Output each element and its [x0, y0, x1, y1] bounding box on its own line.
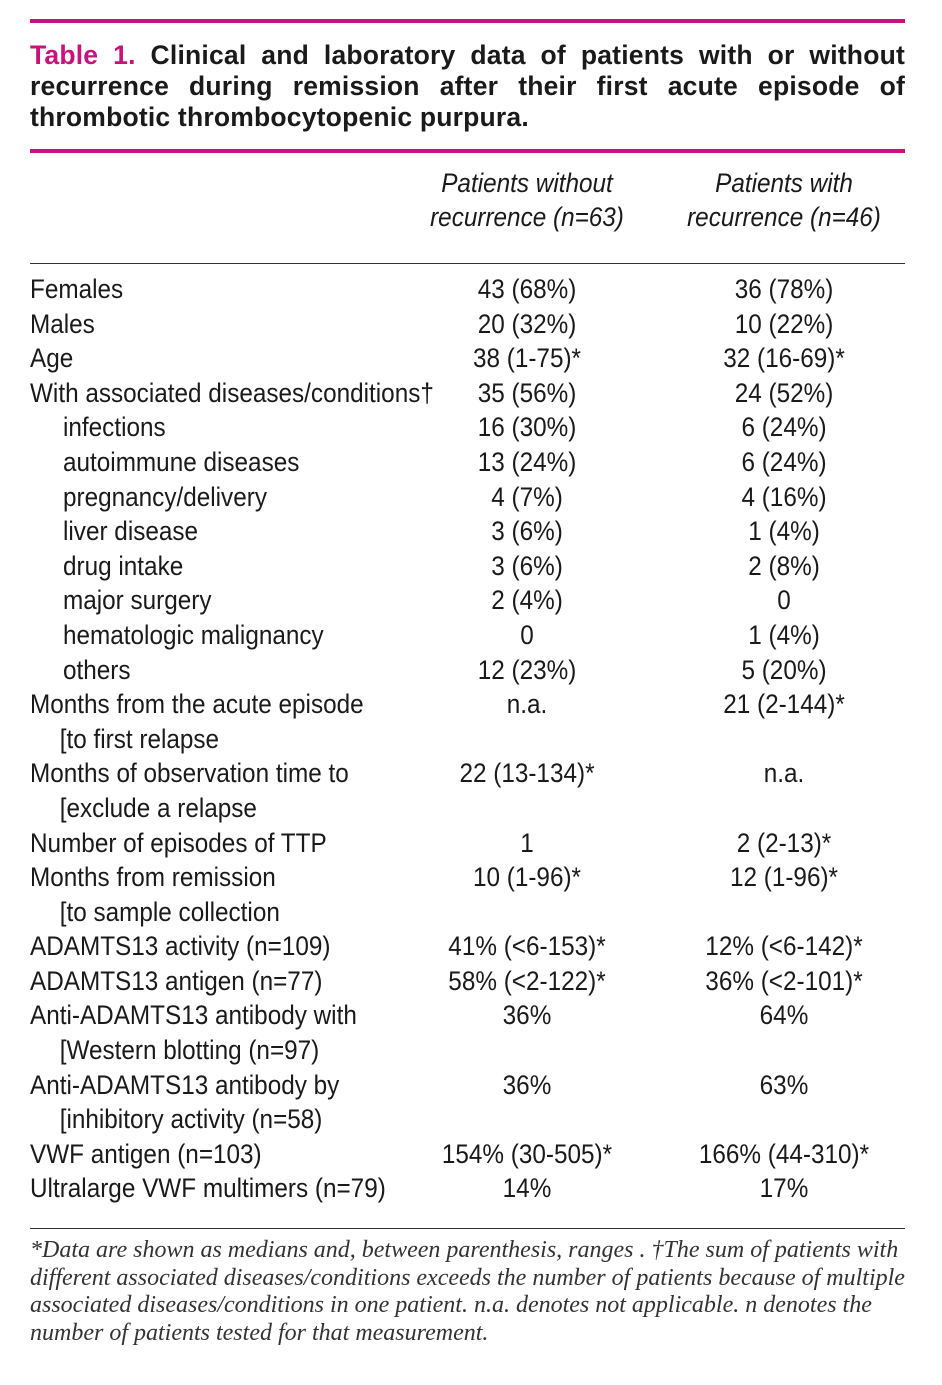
- row-label-continuation: [exclude a relapse: [59, 792, 257, 823]
- row-label: [30, 1137, 408, 1172]
- row-label-text: pregnancy/delivery: [63, 481, 267, 512]
- cell-with-recurrence: 63%: [759, 1069, 809, 1100]
- row-label-text: autoimmune diseases: [63, 446, 300, 477]
- row-label: [63, 583, 441, 618]
- table-row: [30, 687, 905, 756]
- cell-without-recurrence: 2 (4%): [491, 585, 563, 616]
- row-label-continuation: [Western blotting (n=97): [59, 1035, 320, 1066]
- cell-without-recurrence: 36%: [502, 1069, 552, 1100]
- row-label: [63, 549, 441, 584]
- row-label: [30, 272, 408, 307]
- cell-with-recurrence: 36 (78%): [734, 274, 834, 304]
- row-label: [63, 653, 441, 688]
- cell-with-recurrence: 6 (24%): [741, 446, 827, 477]
- table-caption: [30, 40, 905, 133]
- cell-without-recurrence: 38 (1-75)*: [472, 343, 582, 374]
- row-label-text: Ultralarge VWF multimers (n=79): [30, 1173, 386, 1204]
- row-label: [63, 514, 441, 549]
- cell-without-recurrence: 22 (13-134)*: [459, 758, 595, 789]
- cell-without-recurrence: 43 (68%): [477, 274, 577, 304]
- table-row: [30, 860, 905, 929]
- cell-without-recurrence: 0: [520, 619, 534, 650]
- row-label-continuation: [inhibitory activity (n=58): [59, 1104, 323, 1135]
- table-row: [30, 272, 905, 307]
- cell-without-recurrence: 4 (7%): [491, 481, 563, 512]
- cell-with-recurrence: 36% (<2-101)*: [705, 965, 863, 996]
- table-row: [30, 653, 905, 688]
- row-label: [30, 964, 408, 999]
- row-label: [30, 756, 408, 825]
- row-label-text: Anti-ADAMTS13 antibody by: [30, 1069, 340, 1100]
- table-row: [30, 929, 905, 964]
- cell-with-recurrence: 5 (20%): [741, 654, 827, 685]
- cell-without-recurrence: 13 (24%): [477, 446, 577, 477]
- cell-without-recurrence: 14%: [502, 1173, 552, 1204]
- table-row: [30, 480, 905, 515]
- cell-without-recurrence: 16 (30%): [477, 412, 577, 443]
- table-row: [30, 583, 905, 618]
- row-label-text: With associated diseases/conditions†: [30, 377, 434, 408]
- table-row: [30, 1068, 905, 1137]
- row-label: [30, 929, 408, 964]
- cell-without-recurrence: 41% (<6-153)*: [448, 931, 606, 962]
- cell-without-recurrence: 35 (56%): [477, 377, 577, 408]
- row-label-text: Males: [30, 308, 95, 339]
- row-label-text: VWF antigen (n=103): [30, 1138, 262, 1169]
- header-rule: [30, 263, 905, 264]
- cell-without-recurrence: 3 (6%): [491, 550, 563, 581]
- cell-with-recurrence: 17%: [759, 1173, 809, 1204]
- header-with-recurrence: Patients with recurrence (n=46): [687, 168, 881, 232]
- cell-with-recurrence: 32 (16-69)*: [723, 343, 845, 374]
- row-label-text: drug intake: [63, 550, 184, 581]
- cell-with-recurrence: 2 (2-13)*: [736, 827, 832, 858]
- row-label-text: Number of episodes of TTP: [30, 827, 327, 858]
- row-label: [63, 618, 441, 653]
- table-row: [30, 1137, 905, 1172]
- cell-with-recurrence: 2 (8%): [748, 550, 820, 581]
- row-label: [30, 307, 408, 342]
- row-label-text: Months of observation time to: [30, 758, 349, 789]
- cell-with-recurrence: 166% (44-310)*: [698, 1138, 870, 1169]
- row-label-text: Months from the acute episode: [30, 689, 364, 720]
- row-label-text: ADAMTS13 antigen (n=77): [30, 965, 323, 996]
- table-page: [30, 0, 905, 1385]
- table-row: [30, 445, 905, 480]
- row-label-continuation: [to first relapse: [59, 723, 220, 754]
- row-label: [63, 480, 441, 515]
- row-label: [63, 445, 441, 480]
- row-label: [30, 998, 408, 1067]
- cell-with-recurrence: 1 (4%): [748, 516, 820, 547]
- table-row: [30, 756, 905, 825]
- row-label: [30, 860, 408, 929]
- row-label-text: Females: [30, 274, 124, 304]
- table-row: [30, 514, 905, 549]
- cell-without-recurrence: n.a.: [506, 689, 548, 720]
- row-label: [30, 341, 408, 376]
- table-body: [30, 272, 905, 1206]
- row-label-text: others: [63, 654, 131, 685]
- cell-with-recurrence: 12 (1-96)*: [729, 862, 839, 893]
- cell-without-recurrence: 58% (<2-122)*: [448, 965, 606, 996]
- table-row: [30, 1171, 905, 1206]
- table-row: [30, 618, 905, 653]
- table-row: [30, 998, 905, 1067]
- cell-with-recurrence: 12% (<6-142)*: [705, 931, 863, 962]
- cell-with-recurrence: 21 (2-144)*: [723, 689, 845, 720]
- cell-without-recurrence: 10 (1-96)*: [472, 862, 582, 893]
- bottom-rule: [30, 1228, 905, 1229]
- table-row: [30, 376, 905, 411]
- row-label-text: ADAMTS13 activity (n=109): [30, 931, 331, 962]
- row-label: [30, 826, 408, 861]
- table-label: Table 1.: [30, 40, 136, 70]
- cell-with-recurrence: 4 (16%): [741, 481, 827, 512]
- cell-with-recurrence: 6 (24%): [741, 412, 827, 443]
- row-label-text: Age: [30, 343, 74, 374]
- row-label-text: liver disease: [63, 516, 199, 547]
- row-label: [63, 410, 441, 445]
- table-row: [30, 549, 905, 584]
- row-label-text: Months from remission: [30, 862, 276, 893]
- header-without-recurrence: Patients without recurrence (n=63): [430, 168, 624, 232]
- cell-with-recurrence: 24 (52%): [734, 377, 834, 408]
- table-row: [30, 964, 905, 999]
- table-row: [30, 307, 905, 342]
- cell-without-recurrence: 154% (30-505)*: [441, 1138, 613, 1169]
- row-label-text: infections: [63, 412, 166, 443]
- row-label-continuation: [to sample collection: [59, 896, 280, 927]
- cell-with-recurrence: 0: [777, 585, 791, 616]
- cell-without-recurrence: 1: [520, 827, 534, 858]
- row-label-text: Anti-ADAMTS13 antibody with: [30, 1000, 357, 1031]
- cell-without-recurrence: 12 (23%): [477, 654, 577, 685]
- cell-without-recurrence: 3 (6%): [491, 516, 563, 547]
- table-footnote: *Data are shown as medians and, between parenthesis, ranges . †The sum of patients with different associated diseases/conditions exceeds the number of patients because of multiple associated diseases/conditions in one patient. n.a. denotes not applicable. n denotes the number of patients tested for that measurement.: [30, 1237, 905, 1346]
- cell-with-recurrence: 10 (22%): [734, 308, 834, 339]
- cell-with-recurrence: 1 (4%): [748, 619, 820, 650]
- cell-without-recurrence: 36%: [502, 1000, 552, 1031]
- row-label: [30, 687, 408, 756]
- cell-without-recurrence: 20 (32%): [477, 308, 577, 339]
- table-row: [30, 341, 905, 376]
- row-label-text: hematologic malignancy: [63, 619, 324, 650]
- row-label-text: major surgery: [63, 585, 212, 616]
- caption-rule: [30, 149, 905, 153]
- row-label: [30, 1171, 408, 1206]
- top-rule: [30, 19, 905, 23]
- cell-with-recurrence: n.a.: [763, 758, 805, 789]
- caption-text: Clinical and laboratory data of patients with or without recurrence during remission after their first acute episode of thrombotic thrombocytopenic purpura.: [30, 40, 905, 132]
- table-row: [30, 410, 905, 445]
- cell-with-recurrence: 64%: [759, 1000, 809, 1031]
- row-label: [30, 1068, 408, 1137]
- row-label: [30, 376, 434, 411]
- table-row: [30, 826, 905, 861]
